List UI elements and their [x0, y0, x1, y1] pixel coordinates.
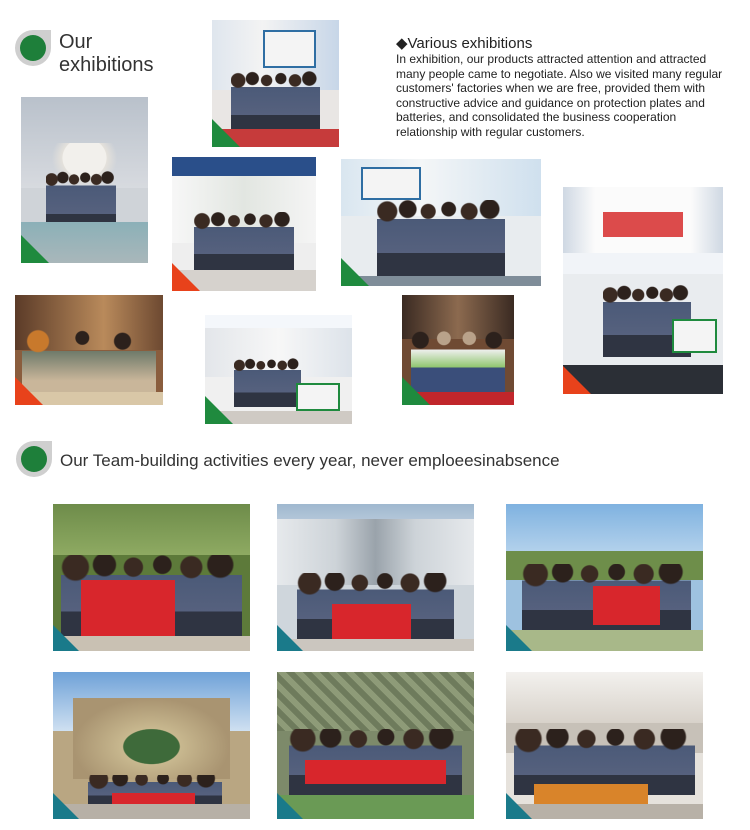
taj-mahal-photo: [21, 97, 148, 263]
corner-accent: [212, 119, 240, 147]
corner-accent: [506, 793, 532, 819]
section-icon-exhibitions: [15, 30, 51, 66]
booth-visitors-photo: [212, 20, 339, 147]
booth-clients-photo: [341, 159, 541, 286]
corner-accent: [53, 793, 79, 819]
corner-accent: [172, 263, 200, 291]
liion-booth-photo: [205, 315, 352, 424]
customer-visit-photo: [402, 295, 514, 405]
corner-accent: [53, 625, 79, 651]
intro-text: In exhibition, our products attracted attention and attracted many people came to negotiate. Also we visited many regular customers' factories when we are free, provided them with constructive advice and guidance on protection plates and batteries, and consolidated the business cooperation relationship with regular customers.: [396, 52, 723, 139]
team-indoor-event-photo: [506, 672, 703, 819]
corner-accent: [341, 258, 369, 286]
exhibitions-title-line1: Our: [59, 31, 93, 53]
team-park-panda-photo: [506, 504, 703, 651]
team-building-front-photo: [277, 504, 474, 651]
customer-dinner-photo: [15, 295, 163, 405]
corner-accent: [402, 377, 430, 405]
team-title: Our Team-building activities every year, never emploeesinabsence: [60, 451, 560, 470]
team-gate-photo: [53, 672, 250, 819]
china-pavilion-photo: [563, 187, 723, 394]
exhibitions-title-line2: exhibitions: [59, 54, 154, 76]
booth-team-photo: [172, 157, 316, 291]
corner-accent: [506, 625, 532, 651]
corner-accent: [205, 396, 233, 424]
corner-accent: [277, 793, 303, 819]
corner-accent: [15, 377, 43, 405]
corner-accent: [563, 366, 591, 394]
corner-accent: [21, 235, 49, 263]
team-camouflage-net-photo: [277, 672, 474, 819]
intro-heading: ◆Various exhibitions: [396, 35, 533, 52]
team-outdoor-banner-photo: [53, 504, 250, 651]
corner-accent: [277, 625, 303, 651]
section-icon-team: [16, 441, 52, 477]
